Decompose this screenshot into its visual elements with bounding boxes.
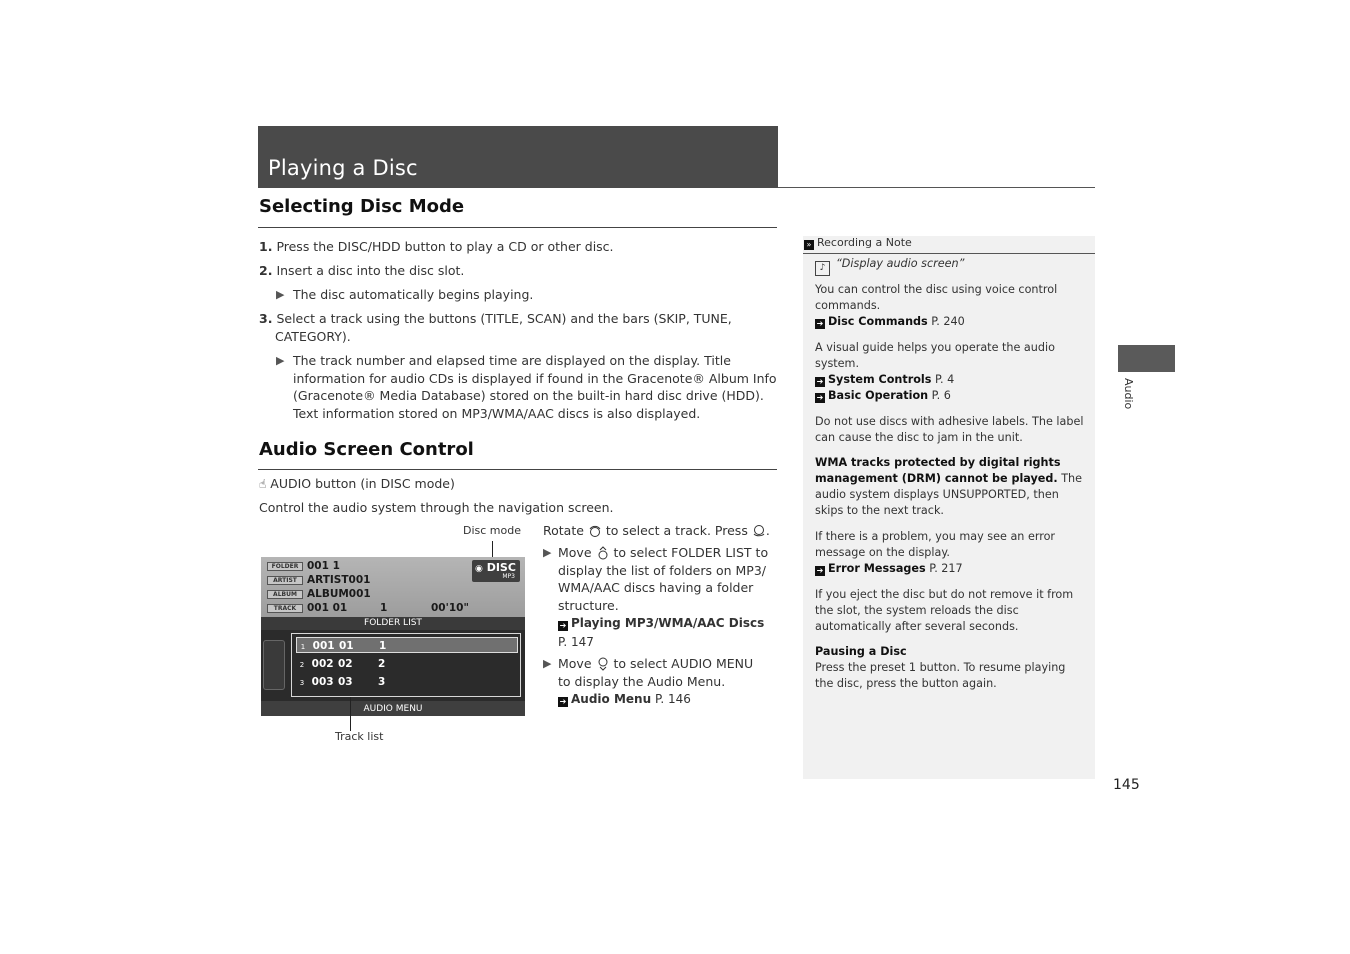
cross-ref-icon: ➔ (559, 697, 567, 706)
note-header-text: Recording a Note (817, 236, 912, 249)
track-row-track: 03 (338, 676, 353, 688)
ins-text: Move (558, 545, 592, 560)
ins-text: to display the Audio Menu. (558, 673, 726, 689)
tag-track: TRACK (267, 604, 303, 613)
voice-command-text: “Display audio screen” (836, 257, 965, 270)
step-text: Select a track using the buttons (TITLE, SCAN) and the bars (SKIP, TUNE, (276, 311, 732, 326)
note-bold-text: WMA tracks protected by digital rights management (DRM) cannot be played. (815, 456, 1061, 485)
result-text: The track number and elapsed time are displayed on the display. Title information for audio CDs is displayed if found in the Gracenote® Album Info (Gracenote® Media Database) stored on the built-in hard disc drive (HDD). Text information stored on MP3/WMA/AAC discs is also displayed. (293, 353, 777, 421)
cross-ref-title[interactable]: System Controls (828, 373, 932, 386)
audio-menu-bar: AUDIO MENU (261, 701, 525, 716)
note-arrow-icon: » (804, 240, 814, 250)
step-number: 1. (259, 239, 273, 254)
note-paragraph (815, 644, 1085, 692)
screen-row-folder (267, 560, 340, 572)
track-row-num: 2 (299, 661, 305, 669)
chapter-thumb-tab (1118, 345, 1175, 372)
track-row-index: 3 (378, 676, 386, 688)
tag-artist: ARTIST (267, 576, 303, 585)
page-number: 145 (1113, 777, 1140, 793)
track-row-index: 2 (378, 658, 386, 670)
elapsed-time: 00'10" (431, 602, 469, 614)
track-row-folder: 002 (311, 658, 334, 670)
list-side-control (263, 640, 285, 690)
result-text: The disc automatically begins playing. (293, 287, 534, 302)
step-number: 3. (259, 311, 273, 326)
cross-ref-title: Playing MP3/WMA/AAC Discs (571, 616, 765, 630)
step-2-result (276, 286, 778, 304)
note-text: A visual guide helps you operate the audio system. (815, 341, 1055, 370)
instruction-move-folder-list (543, 544, 778, 651)
track-row-folder: 001 (312, 640, 335, 652)
cross-ref-title[interactable]: Disc Commands (828, 315, 928, 328)
cross-ref-title[interactable]: Basic Operation (828, 389, 929, 402)
note-paragraph: Do not use discs with adhesive labels. The label can cause the disc to jam in the unit. (815, 415, 1084, 444)
ins-text: display the list of folders on MP3/ (558, 562, 767, 578)
folder-value: 001 1 (307, 560, 340, 572)
audio-button-text: AUDIO button (in DISC mode) (270, 476, 455, 491)
cross-ref-page: P. 6 (931, 389, 951, 402)
move-up-knob-icon (596, 546, 610, 560)
note-header (803, 236, 1095, 254)
ins-text: . (765, 523, 770, 538)
cross-ref-icon: ➔ (816, 319, 824, 328)
disc-badge-sub: MP3 (502, 573, 515, 580)
instruction-move-audio-menu (543, 655, 778, 709)
section-heading-audio-screen-control: Audio Screen Control (259, 439, 474, 460)
press-knob-icon (752, 524, 766, 538)
track-row (296, 674, 518, 690)
audio-intro: Control the audio system through the navigation screen. (259, 500, 614, 515)
move-down-knob-icon (596, 657, 610, 671)
note-text: If there is a problem, you may see an error message on the display. (815, 530, 1056, 559)
cross-ref-page: P. 217 (929, 562, 963, 575)
note-sidebar (803, 236, 1095, 779)
ins-key: AUDIO MENU (671, 656, 754, 671)
note-text: You can control the disc using voice control commands. (815, 283, 1058, 312)
section-rule (258, 227, 777, 228)
note-paragraph (815, 340, 1085, 404)
title-rule (778, 187, 1095, 188)
result-arrow-icon: ▶ (543, 546, 552, 559)
screen-row-artist (267, 574, 370, 586)
result-arrow-icon: ▶ (276, 354, 285, 367)
page-title-band (258, 126, 778, 188)
ins-key: FOLDER LIST (671, 545, 752, 560)
note-paragraph (815, 282, 1085, 330)
track-value: 001 01 (307, 602, 348, 614)
section-rule (258, 469, 777, 470)
cross-ref-title[interactable]: Error Messages (828, 562, 926, 575)
artist-value: ARTIST001 (307, 574, 371, 586)
cross-ref-page: P. 147 (558, 634, 594, 649)
track-row (296, 637, 518, 653)
note-paragraph: If you eject the disc but do not remove it from the slot, the system reloads the disc automatically after several seconds. (815, 588, 1074, 633)
step-text-cont: CATEGORY). (275, 329, 351, 344)
instruction-rotate (543, 522, 783, 540)
note-text: The audio system displays UNSUPPORTED, then skips to the next track. (815, 472, 1083, 517)
note-paragraph (815, 455, 1085, 519)
album-value: ALBUM001 (307, 588, 371, 600)
section-heading-selecting-disc-mode: Selecting Disc Mode (259, 196, 465, 217)
step-1 (259, 238, 779, 256)
track-list (291, 633, 521, 697)
screen-info-panel (261, 557, 525, 617)
chapter-thumb-label: Audio (1122, 378, 1135, 410)
audio-screen-illustration (261, 557, 525, 716)
disc-mode-badge (472, 560, 520, 582)
track-row-index: 1 (379, 640, 387, 652)
note-text: Press the preset 1 button. To resume playing the disc, press the button again. (815, 661, 1066, 690)
disc-badge-main: DISC (486, 561, 516, 574)
step-3-result (276, 352, 778, 422)
callout-track-list: Track list (335, 730, 384, 743)
hand-pointer-icon: ☝ (259, 477, 267, 491)
cross-ref-icon: ➔ (816, 566, 824, 575)
track-row-folder: 003 (311, 676, 334, 688)
cross-ref-mp3[interactable] (558, 616, 764, 649)
ins-text: to select a track. Press (605, 523, 748, 538)
note-paragraph (815, 529, 1085, 577)
ins-text: WMA/AAC discs having a folder (558, 580, 754, 595)
audio-button-line (259, 475, 455, 493)
tag-album: ALBUM (267, 590, 303, 599)
cross-ref-icon: ➔ (559, 621, 567, 630)
voice-command-icon: ♪ (815, 261, 830, 276)
folder-list-bar: FOLDER LIST (261, 617, 525, 630)
ins-text: to (755, 545, 769, 560)
tag-folder: FOLDER (267, 562, 303, 571)
screen-row-track (267, 602, 487, 614)
result-arrow-icon: ▶ (543, 657, 552, 670)
rotate-knob-icon (588, 524, 602, 538)
track-row-track: 01 (339, 640, 354, 652)
cross-ref-page: P. 4 (934, 373, 955, 386)
cross-ref-audio-menu[interactable] (558, 692, 691, 706)
track-index: 1 (380, 602, 388, 614)
step-3 (259, 310, 779, 346)
voice-command-line (815, 256, 1085, 276)
screen-row-album (267, 588, 371, 600)
step-2 (259, 262, 779, 280)
ins-text: Move (558, 656, 592, 671)
ins-text: structure. (558, 597, 619, 613)
ins-body (543, 544, 778, 651)
cross-ref-icon: ➔ (816, 393, 824, 402)
cross-ref-page: P. 240 (931, 315, 965, 328)
callout-line-bottom (350, 697, 351, 731)
page-title: Playing a Disc (268, 156, 418, 180)
result-arrow-icon: ▶ (276, 288, 285, 301)
step-number: 2. (259, 263, 273, 278)
disc-icon: ◉ (475, 564, 483, 574)
ins-text: to select (613, 545, 668, 560)
cross-ref-title: Audio Menu (571, 692, 652, 706)
track-row-num: 1 (300, 643, 306, 651)
ins-text: to select (613, 656, 668, 671)
ins-body (543, 655, 778, 709)
track-list-area (261, 630, 525, 701)
cross-ref-icon: ➔ (816, 377, 824, 386)
step-text: Insert a disc into the disc slot. (276, 263, 465, 278)
step-text: Press the DISC/HDD button to play a CD or other disc. (276, 239, 614, 254)
track-row (296, 656, 518, 672)
cross-ref-page: P. 146 (654, 692, 691, 706)
callout-disc-mode: Disc mode (463, 524, 521, 537)
note-subheading: Pausing a Disc (815, 645, 907, 658)
track-row-track: 02 (338, 658, 353, 670)
track-row-num: 3 (299, 679, 305, 687)
ins-text: Rotate (543, 523, 584, 538)
